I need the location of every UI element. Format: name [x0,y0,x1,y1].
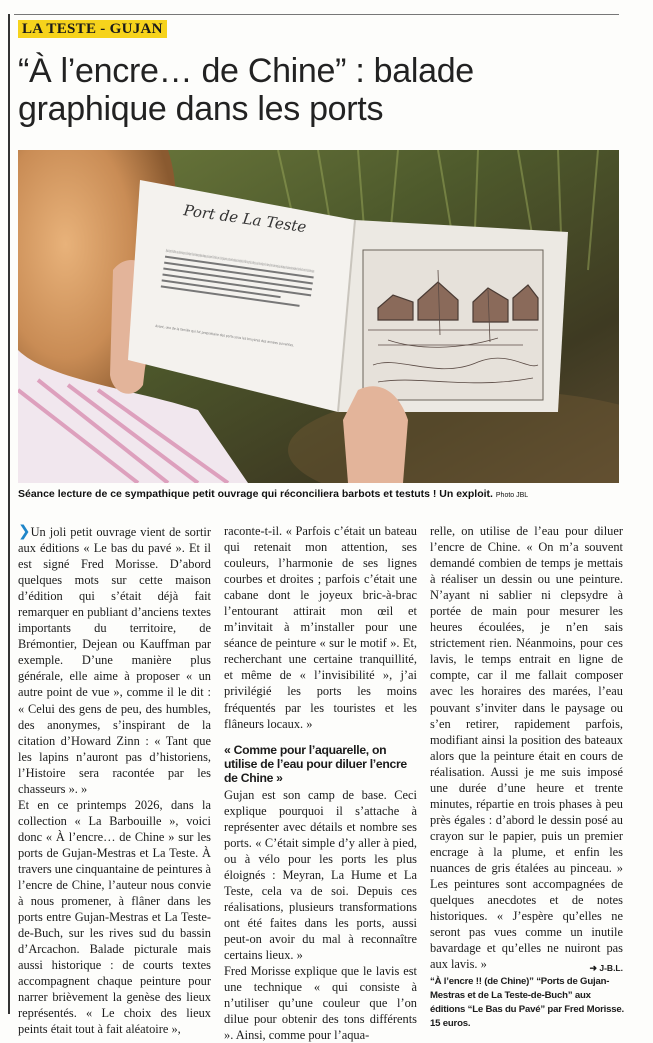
section-tag: LA TESTE - GUJAN [18,20,167,38]
article-subhead: « Comme pour l’aquarelle, on utilise de l’eau pour diluer l’encre de Chine » [224,742,407,785]
article-column-3 [430,523,623,972]
article-column-1 [18,523,211,1038]
article-photo [18,150,619,483]
article-paragraph: raconte-t-il. « Parfois c’était un bateau qui retenait mon attention, ses couleurs, l’harmonie de ses lignes courbes et droites ; parfois c’était une cabane dont le joyeux bric-à-brac l’entourant attirait mon œil et m’invitait à m’installer pour une séance de peinture « sur le motif ». Et, recherchant une certaine tranquillité, et même de « l’invisibilité », j’ai privilégié les ports les moins fréquentés par les touristes et les flâneurs locaux. » [224,524,417,731]
book-page-note: Avant, une de la famille qui fut propriétaire des ports sous les bruyères des années suivantes. [155,323,319,351]
article-paragraph: Gujan est son camp de base. Ceci explique pourquoi il s’attache à représenter avec détails et nombre ses ports. « C’était simple d’y aller à pied, ou à vélo pour les ports les plus éloignés : Meyran, La Hume et La Teste, cela va de soi. Depuis ces réalisations, plusieurs transformations ont été faites dans les ports, aussi peut-on avoir du mal à reconnaître certains lieux. » [224,787,417,963]
article-column-2 [224,523,417,1043]
photo-credit: Photo JBL [495,492,529,499]
photo-caption [18,488,628,500]
top-rule [14,14,619,15]
chevron-icon: ❯ [18,522,31,540]
article-paragraph: Fred Morisse explique que le lavis est une technique « qui consiste à n’utiliser qu’une couleur que l’on dilue pour obtenir des tons différents ». Ainsi, comme pour l’aqua- [224,964,417,1043]
byline-arrow-icon: ➜ [589,963,597,973]
book-page-title: Port de La Teste [182,201,308,237]
article-intro: Un joli petit ouvrage vient de sortir aux éditions « Le bas du pavé ». Et il est signé Fred Morisse. D’abord quelques mots sur cette maison d’édition qui s’était déjà fait remarquer en publiant d’anciens textes importants du territoire, de Brémontier, Dejean ou Kauffman par exemple. D’une manière plus générale, elle aime à proposer « un autre point de vue », comme il le dit : « Celui des gens de peu, des humbles, des anonymes, s’inspirant de la citation d’Howard Zinn : « Tant que les lapins n’auront pas d’historiens, l’Histoire sera racontée par les chasseurs ». » [18,525,211,796]
caption-text: Séance lecture de ce sympathique petit ouvrage qui réconciliera barbots et testuts ! Un exploit. [18,488,493,500]
article-paragraph: Et en ce printemps 2026, dans la collection « La Barbouille », voici donc « À l’encre… de Chine » sur les ports de Gujan-Mestras et La Teste. À travers une cinquantaine de peintures à l’encre de Chine, l’auteur nous convie à nous promener, à flâner dans les ports entre Gujan-Mestras et La Teste-de-Buch, sur les rives sud du bassin d’Arcachon. Balade picturale mais aussi historique : de courts textes accompagnent chaque peinture pour narrer brièvement la genèse des lieux représentés. « Le choix des lieux peints était tout à fait aléatoire », [18,797,212,1037]
headline: “À l’encre… de Chine” : balade graphique dans les ports [18,52,474,128]
left-rule [8,14,10,1014]
book-info: “À l’encre !! (de Chine)” “Ports de Gujan-Mestras et de La Teste-de-Buch” aux éditions “Le Bas du Pavé” par Fred Morisse. 15 euros. [430,976,624,1029]
byline [430,963,623,974]
byline-text: J-B.L. [599,963,623,973]
article-paragraph: relle, on utilise de l’eau pour diluer l’encre de Chine. « On m’a souvent demandé combien de temps je mettais à réaliser un dessin ou une peinture. N’ayant ni sablier ni clepsydre à portée de main pour mesurer les heures écoulées, je n’en sais strictement rien. Néanmoins, pour ces lavis, le temps entrait en ligne de compte, car il me fallait composer avec les horaires des marées, l’eau pouvant s’inviter dans le paysage ou s’en retirer, rapidement parfois, modifiant ainsi la position des bateaux alors que la peinture était en cours de réalisation. Aussi je me suis imposé une durée d’une heure et trente minutes, répartie en trois phases à peu près égales : d’abord le dessin posé au crayon sur le papier, puis un premier encrage à la plume, et enfin les nuances de gris étalées au pinceau. » Les peintures sont accompagnées de quelques anecdotes et de notes historiques. « J’espère qu’elles ne seront pas vues comme un inutile bavardage et qu’elles ne nuiront pas aux lavis. » [430,524,623,972]
